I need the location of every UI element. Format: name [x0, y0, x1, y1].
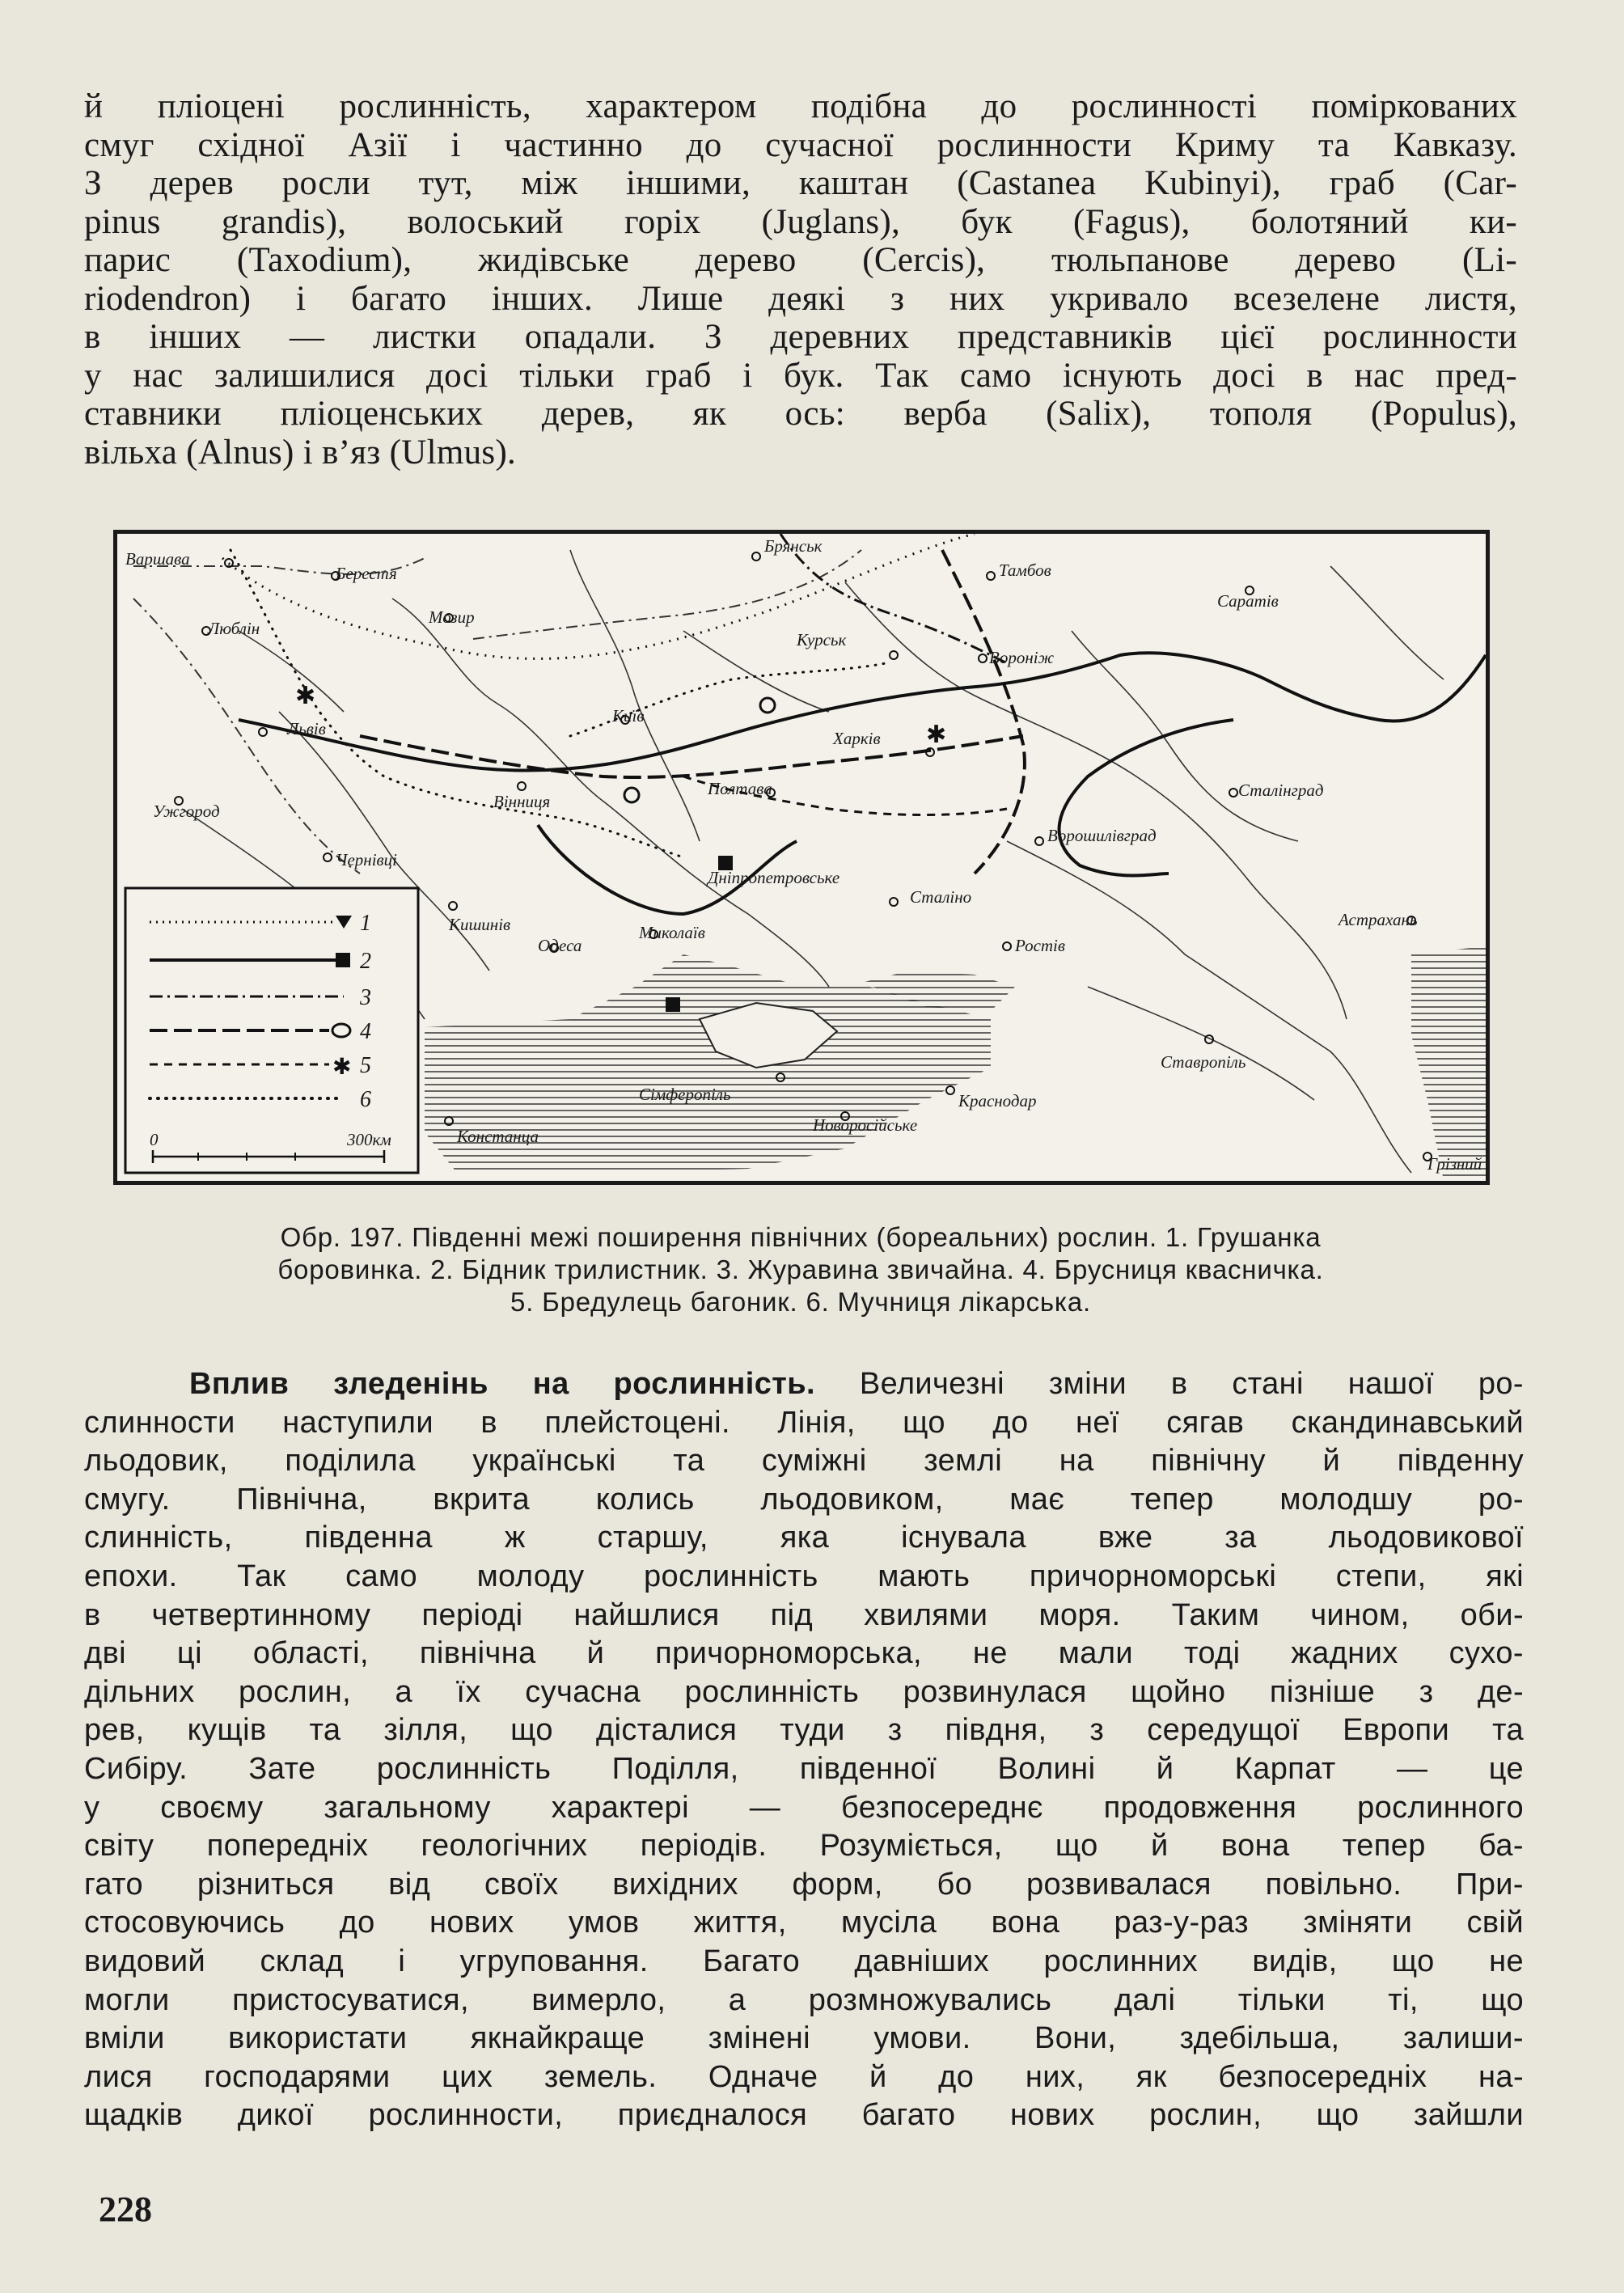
text-line: слинність, південна ж старшу, яка існувала вже за льодовикової [84, 1521, 1524, 1555]
svg-text:✱: ✱ [295, 683, 316, 709]
text-line: парис (Taxodium), жидівське дерево (Cercis), тюльпанове дерево (Li- [84, 241, 1517, 279]
text-line: щадків дикої рослинности, приєдналося багато нових рослин, що зайшли [84, 2098, 1524, 2133]
text-line: в четвертинному періоді найшлися під хвилями моря. Таким чином, оби- [84, 1597, 1524, 1632]
text-line: світу попередніх геологічних періодів. Розуміється, що й вона тепер ба- [84, 1829, 1524, 1864]
boundary-4 [360, 736, 1023, 777]
map-label: Миколаїв [639, 923, 705, 942]
svg-text:✱: ✱ [926, 721, 947, 748]
boundary-2 [239, 653, 1486, 770]
map-legend [125, 888, 418, 1173]
text-line: у своєму загальному характері — безпосереднє продовження рослинного [84, 1790, 1524, 1825]
text-line: могли пристосуватися, вимерло, а розмножувались далі тільки ті, що [84, 1982, 1524, 2017]
map-label: Варшава [125, 549, 190, 569]
scale-start: 0 [150, 1130, 159, 1149]
map-label: Констанца [457, 1127, 539, 1146]
text-line: у нас залишилися досі тільки граб і бук. Так само існують досі в нас пред- [84, 356, 1517, 395]
text-line: смуг східної Азії і частинно до сучасної рослинности Криму та Кавказу. [84, 125, 1517, 164]
map-label: Сімферопіль [639, 1085, 731, 1104]
legend-number: 6 [360, 1087, 371, 1112]
legend-number: 4 [360, 1019, 371, 1044]
legend-number: 5 [360, 1053, 371, 1078]
boundary-1 [222, 534, 975, 658]
bottom-paragraph [84, 1365, 1524, 2135]
text-line [84, 1365, 1524, 1404]
figure-caption [81, 1221, 1520, 1318]
map-label: Тамбов [999, 561, 1051, 580]
text-line: льодовик, поділила українські та суміжні землі на північну й південну [84, 1444, 1524, 1479]
map-label: Ставропіль [1161, 1052, 1246, 1072]
map-label: Курськ [797, 630, 847, 649]
text-line: в інших — листки опадали. З деревних представників цієї рослинности [84, 318, 1517, 356]
map-label: Харків [833, 729, 881, 748]
text-line: дві ці області, північна й причорноморська, не мали тоді жадних сухо- [84, 1636, 1524, 1671]
text-line: Сибіру. Зате рослинність Поділля, південної Волині й Карпат — це [84, 1751, 1524, 1786]
page-number: 228 [99, 2189, 152, 2229]
legend-number: 3 [360, 985, 371, 1010]
legend-number: 1 [360, 911, 371, 936]
svg-text:✱: ✱ [332, 1055, 352, 1080]
text-line: епохи. Так само молоду рослинність мають причорноморські степи, які [84, 1559, 1524, 1593]
caption-line: Обр. 197. Південні межі поширення північних (бореальних) рослин. 1. Грушанка [280, 1222, 1322, 1252]
text-line: вільха (Alnus) і в’яз (Ulmus). [84, 433, 517, 472]
map-label: Дніпропетровське [708, 868, 840, 887]
map-label: Астрахань [1339, 910, 1418, 929]
map-label: Люблін [208, 619, 260, 638]
map-label: Львів [287, 719, 326, 738]
map-label: Саратів [1217, 591, 1279, 611]
text-line: й пліоцені рослинність, характером подібна до рослинності поміркованих [84, 87, 1517, 125]
map-label: Берестя [336, 564, 397, 583]
text-line: З дерев росли тут, між іншими, каштан (Castanea Kubinyi), граб (Car- [84, 164, 1517, 202]
text-line: ставники пліоценських дерев, як ось: верба (Salix), тополя (Populus), [84, 395, 1517, 433]
text-line: вміли використати якнайкраще змінені умови. Вони, здебільша, залиши- [84, 2021, 1524, 2056]
figure-map [113, 530, 1490, 1185]
map-label: Мозир [429, 607, 475, 627]
map-label: Київ [612, 706, 645, 726]
map-label: Новоросійське [813, 1115, 918, 1135]
text-line: рев, кущів та зілля, що дісталися туди з півдня, з середущої Европи та [84, 1713, 1524, 1748]
section-heading: Вплив зледенінь на рослинність. [189, 1367, 815, 1401]
top-paragraph [84, 87, 1517, 472]
caspian-sea-hatching [1411, 946, 1486, 1181]
caption-line: 5. Бредулець багоник. 6. Мучниця лікарська. [510, 1287, 1091, 1317]
map-label: Вінниця [493, 792, 551, 811]
map-label: Кишинів [449, 915, 511, 934]
map-label: Ворошилівград [1047, 826, 1157, 845]
map-label: Брянськ [764, 536, 823, 556]
text-line: лися господарями цих земель. Одначе й до них, як безпосередніх на- [84, 2059, 1524, 2094]
map-label: Сталінград [1238, 781, 1324, 800]
text-line: стосовуючись до нових умов життя, мусіла вона раз-у-раз зміняти свій [84, 1906, 1524, 1940]
map-label: Краснодар [958, 1091, 1037, 1111]
text-line: riodendron) і багато інших. Лише деякі з них укривало всезелене листя, [84, 279, 1517, 318]
map-label: Ужгород [153, 802, 220, 821]
text-line: видовий склад і угруповання. Багато давніших рослинних видів, що не [84, 1944, 1524, 1978]
map-label: Сталіно [910, 887, 972, 907]
text-line: смугу. Північна, вкрита колись льодовиком, має тепер молодшу ро- [84, 1482, 1524, 1517]
map-label: Полтава [708, 779, 772, 798]
map-label: Чернівці [336, 850, 397, 869]
map-drawing [117, 534, 1486, 1181]
text-line: слинности наступили в плейстоцені. Лінія, що до неї сягав скандинавський [84, 1405, 1524, 1440]
scale-end: 300км [347, 1130, 391, 1149]
text-fragment: Величезні зміни в стані нашої ро- [815, 1367, 1524, 1401]
legend-number: 2 [360, 949, 371, 974]
text-line: дільних рослин, а їх сучасна рослинність розвинулася щойно пізніше з де- [84, 1674, 1524, 1709]
text-line: pinus grandis), волоський горіх (Juglans), бук (Fagus), болотяний ки- [84, 202, 1517, 241]
text-line: гато різниться від своїх вихідних форм, бо розвивалася повільно. При- [84, 1867, 1524, 1902]
map-label: Одеса [538, 936, 582, 955]
map-label: Грізний [1427, 1154, 1482, 1174]
map-label: Вороніж [989, 648, 1055, 667]
caption-line: боровинка. 2. Бідник трилистник. 3. Журавина звичайна. 4. Брусниця квасничка. [277, 1254, 1324, 1284]
map-label: Ростів [1015, 936, 1066, 955]
